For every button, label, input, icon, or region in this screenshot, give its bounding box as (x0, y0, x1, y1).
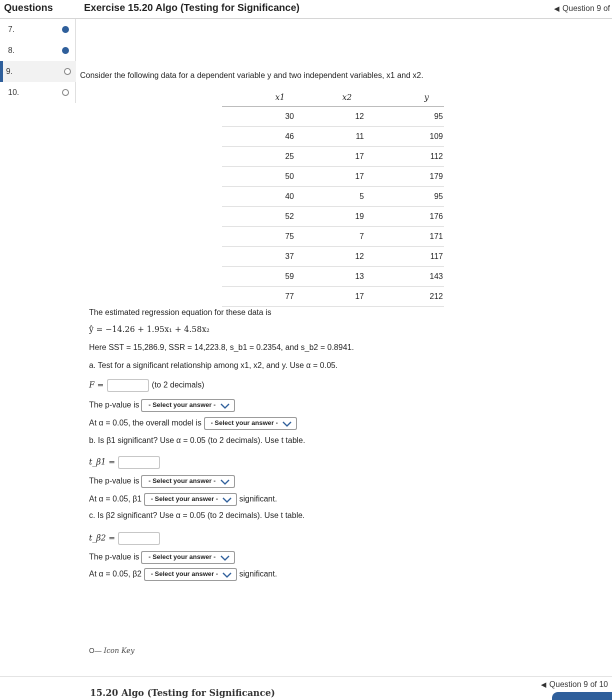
chevron-down-icon (282, 420, 292, 428)
previous-arrow-icon[interactable]: ◀ (554, 6, 560, 13)
question-nav-label: Question 9 of (562, 4, 610, 13)
cell-x2: 12 (294, 246, 364, 266)
select-value: - Select your answer - (210, 420, 278, 427)
cell-x2: 17 (294, 146, 364, 166)
cell-x1: 25 (222, 146, 294, 166)
cell-x1: 40 (222, 186, 294, 206)
part-c-t-row (89, 532, 163, 545)
part-c-pvalue-row (89, 551, 235, 564)
table-row (222, 246, 444, 266)
answered-status-icon (62, 47, 69, 54)
question-prompt: Consider the following data for a dependent variable y and two independent variables, x1 and x2. (80, 71, 424, 80)
cell-x2: 12 (294, 106, 364, 126)
question-item-9[interactable] (0, 61, 76, 82)
t-beta2-input[interactable] (118, 532, 160, 545)
cell-x1: 52 (222, 206, 294, 226)
conclusion-suffix: significant. (239, 494, 278, 504)
cell-x1: 30 (222, 106, 294, 126)
select-value: - Select your answer - (150, 496, 219, 503)
part-b-significance-select[interactable] (144, 493, 237, 506)
part-b-conclusion-row (89, 493, 277, 506)
cell-x2: 19 (294, 206, 364, 226)
part-c-pvalue-select[interactable] (141, 551, 234, 564)
column-header-x1: x1 (222, 89, 294, 106)
part-c-conclusion-row (89, 568, 277, 581)
select-value: - Select your answer - (150, 571, 219, 578)
t-beta1-label: t_β1 = (89, 457, 116, 467)
question-item-8[interactable] (0, 40, 76, 61)
conclusion-label: At α = 0.05, β2 (89, 569, 142, 579)
assignment-title: Exercise 15.20 Algo (Testing for Significance) (84, 3, 300, 14)
table-row (222, 206, 444, 226)
part-a-model-select[interactable] (204, 417, 297, 430)
t-beta1-input[interactable] (118, 456, 160, 469)
questions-heading: Questions (4, 3, 53, 14)
cell-x2: 5 (294, 186, 364, 206)
column-header-y: y (364, 89, 444, 106)
table-row (222, 186, 444, 206)
cell-x2: 7 (294, 226, 364, 246)
icon-key[interactable] (89, 647, 134, 655)
part-b-question: b. Is β1 significant? Use α = 0.05 (to 2 decimals). Use t table. (89, 436, 306, 445)
cell-x2: 17 (294, 166, 364, 186)
part-b-t-row (89, 456, 163, 469)
pvalue-label: The p-value is (89, 552, 140, 562)
part-c-significance-select[interactable] (144, 568, 237, 581)
cell-y: 212 (364, 286, 444, 306)
conclusion-label: At α = 0.05, β1 (89, 494, 142, 504)
regression-stats: Here SST = 15,286.9, SSR = 14,223.8, s_b1 = 0.2354, and s_b2 = 0.8941. (89, 343, 354, 352)
cell-x1: 77 (222, 286, 294, 306)
cell-y: 171 (364, 226, 444, 246)
question-item-7[interactable] (0, 19, 76, 40)
answered-status-icon (62, 26, 69, 33)
table-row (222, 146, 444, 166)
question-nav-top[interactable] (554, 4, 610, 13)
cell-x1: 59 (222, 266, 294, 286)
unanswered-status-icon (62, 89, 69, 96)
part-a-f-row (89, 379, 204, 392)
select-value: - Select your answer - (148, 554, 216, 561)
column-header-x2: x2 (294, 89, 364, 106)
question-list (0, 19, 76, 103)
cell-x2: 13 (294, 266, 364, 286)
cell-x1: 46 (222, 126, 294, 146)
current-indicator (0, 61, 3, 82)
f-label: F = (89, 380, 104, 390)
question-number: 7. (8, 25, 15, 34)
question-number: 10. (8, 88, 20, 97)
conclusion-suffix: significant. (239, 569, 278, 579)
unanswered-status-icon (64, 68, 71, 75)
table-row (222, 126, 444, 146)
footer-title: 15.20 Algo (Testing for Significance) (90, 689, 276, 699)
top-bar (0, 0, 612, 19)
chevron-down-icon (220, 402, 230, 410)
cell-y: 176 (364, 206, 444, 226)
part-a-conclusion-row (89, 417, 297, 430)
cell-y: 95 (364, 106, 444, 126)
conclusion-label: At α = 0.05, the overall model is (89, 418, 202, 428)
cell-y: 95 (364, 186, 444, 206)
footer-button[interactable] (552, 692, 612, 700)
cell-x1: 37 (222, 246, 294, 266)
regression-equation: ŷ = −14.26 + 1.95x₁ + 4.58x₂ (89, 325, 210, 334)
pvalue-label: The p-value is (89, 400, 140, 410)
f-statistic-input[interactable] (107, 379, 149, 392)
cell-y: 112 (364, 146, 444, 166)
table-row (222, 166, 444, 186)
question-nav-bottom[interactable] (541, 680, 608, 689)
cell-x2: 17 (294, 286, 364, 306)
icon-key-label: Icon Key (103, 647, 135, 655)
table-row (222, 106, 444, 126)
t-beta2-label: t_β2 = (89, 533, 116, 543)
select-value: - Select your answer - (148, 478, 216, 485)
f-hint: (to 2 decimals) (151, 380, 205, 390)
cell-x1: 50 (222, 166, 294, 186)
table-header-row (222, 89, 444, 106)
part-a-pvalue-select[interactable] (141, 399, 234, 412)
question-number: 8. (8, 46, 15, 55)
footer-divider (0, 676, 612, 677)
previous-arrow-icon[interactable]: ◀ (540, 682, 547, 689)
regression-intro: The estimated regression equation for these data is (89, 308, 272, 317)
chevron-down-icon (222, 496, 232, 504)
part-b-pvalue-row (89, 475, 235, 488)
part-a-question: a. Test for a significant relationship among x1, x2, and y. Use α = 0.05. (89, 361, 338, 370)
cell-x2: 11 (294, 126, 364, 146)
select-value: - Select your answer - (148, 402, 216, 409)
part-b-pvalue-select[interactable] (141, 475, 234, 488)
cell-y: 179 (364, 166, 444, 186)
chevron-down-icon (220, 554, 230, 562)
table-row (222, 266, 444, 286)
question-item-10[interactable] (0, 82, 76, 103)
table-row (222, 226, 444, 246)
table-row (222, 286, 444, 306)
cell-x1: 75 (222, 226, 294, 246)
part-c-question: c. Is β2 significant? Use α = 0.05 (to 2 decimals). Use t table. (89, 511, 305, 520)
chevron-down-icon (222, 571, 232, 579)
chevron-down-icon (220, 478, 230, 486)
part-a-pvalue-row (89, 399, 235, 412)
cell-y: 109 (364, 126, 444, 146)
question-nav-label: Question 9 of 10 (549, 680, 608, 689)
pvalue-label: The p-value is (89, 476, 140, 486)
cell-y: 117 (364, 246, 444, 266)
cell-y: 143 (364, 266, 444, 286)
question-number: 9. (6, 67, 13, 76)
data-table (222, 89, 444, 307)
key-icon: O⁠— (89, 648, 102, 655)
